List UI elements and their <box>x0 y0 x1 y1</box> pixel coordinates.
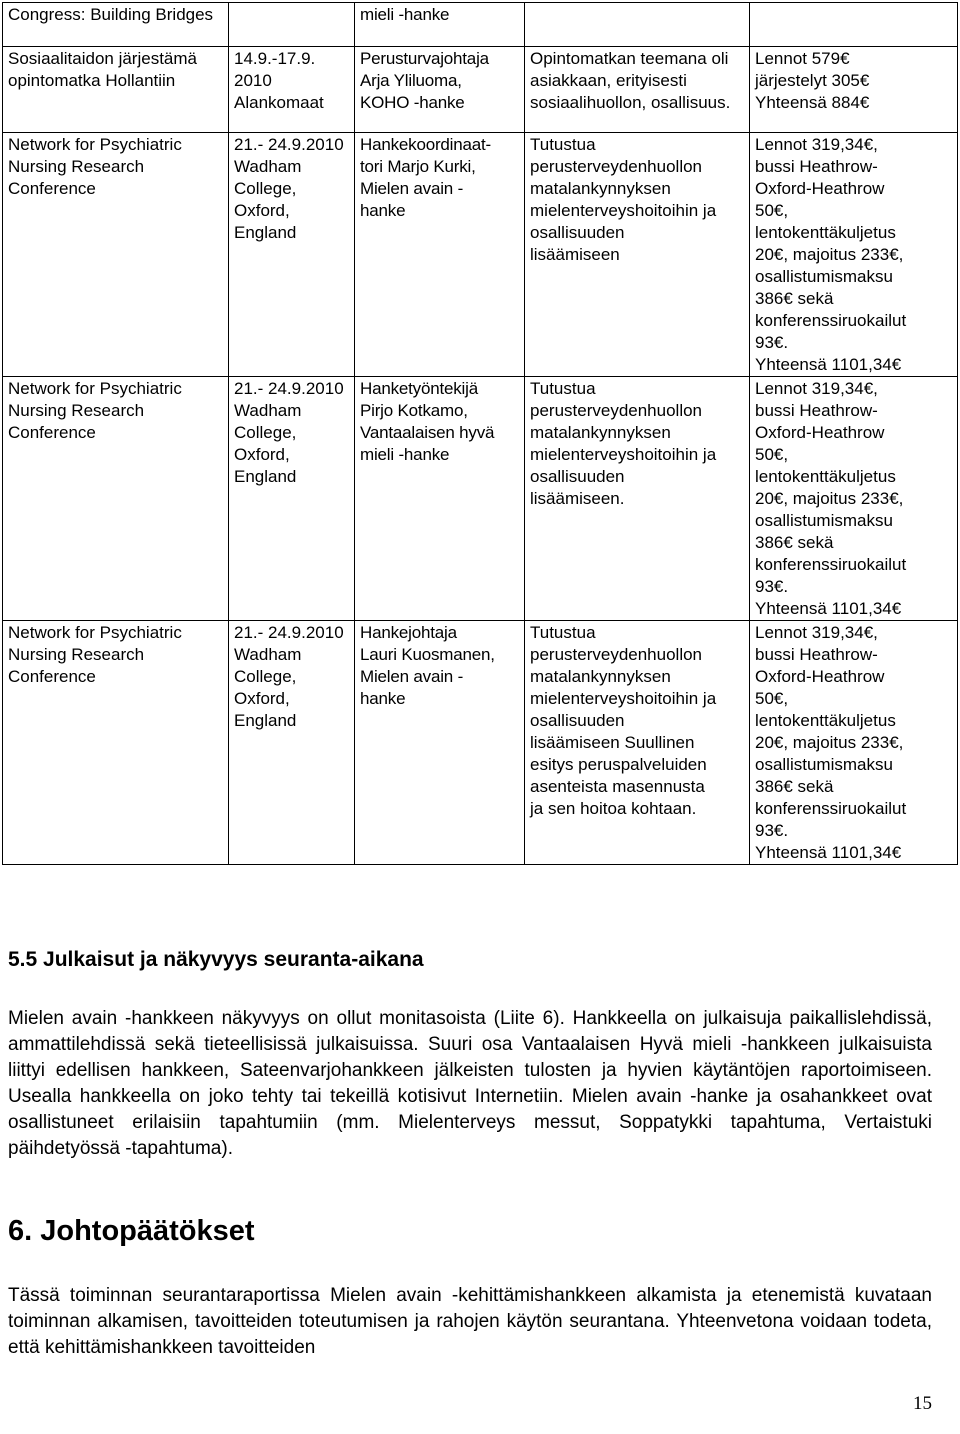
event-cell-text: Network for Psychiatric Nursing Research Conference <box>8 135 182 198</box>
purpose-cell-text: Opintomatkan teemana oli asiakkaan, erityisesti sosiaalihuollon, osallisuus. <box>530 49 731 112</box>
costs-cell-text: Lennot 319,34€, bussi Heathrow- Oxford-Heathrow 50€, lentokenttäkuljetus 20€, majoitus 233€, osallistumismaksu 386€ sekä konferenssiruokailut 93€. Yhteensä 1101,34€ <box>755 623 907 862</box>
costs-cell-text: Lennot 319,34€, bussi Heathrow- Oxford-Heathrow 50€, lentokenttäkuljetus 20€, majoitus 233€, osallistumismaksu 386€ sekä konferenssiruokailut 93€. Yhteensä 1101,34€ <box>755 135 907 374</box>
date-place-cell-text: 21.- 24.9.2010 Wadham College, Oxford, England <box>234 623 344 730</box>
purpose-cell-text: Tutustua perusterveydenhuollon matalankynnyksen mielenterveyshoitoihin ja osallisuuden lisäämiseen Suullinen esitys peruspalveluiden asenteista masennusta ja sen hoitoa kohtaan. <box>530 623 717 818</box>
participant-cell <box>355 377 525 621</box>
event-cell-text: Congress: Building Bridges <box>8 5 214 24</box>
participant-cell <box>355 133 525 377</box>
event-cell <box>3 47 229 133</box>
participant-cell <box>355 3 525 47</box>
participant-cell <box>355 47 525 133</box>
costs-cell <box>750 621 958 865</box>
table-row <box>3 377 958 621</box>
participant-cell-text: Hankekoordinaat- tori Marjo Kurki, Mielen avain - hanke <box>360 135 491 220</box>
section-5-5-heading: 5.5 Julkaisut ja näkyvyys seuranta-aikana <box>8 948 424 971</box>
purpose-cell <box>525 377 750 621</box>
date-place-cell <box>229 3 355 47</box>
participant-cell-text: Perusturvajohtaja Arja Yliluoma, KOHO -hanke <box>360 49 489 112</box>
costs-cell <box>750 47 958 133</box>
page-number: 15 <box>913 1393 932 1414</box>
purpose-cell-text: Tutustua perusterveydenhuollon matalankynnyksen mielenterveyshoitoihin ja osallisuuden lisäämiseen <box>530 135 717 264</box>
costs-cell-text: Lennot 579€ järjestelyt 305€ Yhteensä 884€ <box>755 49 870 112</box>
purpose-cell <box>525 621 750 865</box>
event-cell-text: Network for Psychiatric Nursing Research Conference <box>8 623 182 686</box>
purpose-cell <box>525 47 750 133</box>
travel-table-body <box>3 3 958 865</box>
table-row <box>3 3 958 47</box>
event-cell-text: Sosiaalitaidon järjestämä opintomatka Hollantiin <box>8 49 197 90</box>
purpose-cell-text: Tutustua perusterveydenhuollon matalankynnyksen mielenterveyshoitoihin ja osallisuuden lisäämiseen. <box>530 379 717 508</box>
date-place-cell-text: 14.9.-17.9. 2010 Alankomaat <box>234 49 324 112</box>
purpose-cell <box>525 3 750 47</box>
table-row <box>3 133 958 377</box>
costs-cell <box>750 133 958 377</box>
participant-cell-text: mieli -hanke <box>360 5 450 24</box>
costs-cell <box>750 377 958 621</box>
date-place-cell <box>229 133 355 377</box>
date-place-cell-text: 21.- 24.9.2010 Wadham College, Oxford, England <box>234 135 344 242</box>
table-row <box>3 47 958 133</box>
event-cell-text: Network for Psychiatric Nursing Research Conference <box>8 379 182 442</box>
date-place-cell <box>229 47 355 133</box>
costs-cell-text: Lennot 319,34€, bussi Heathrow- Oxford-Heathrow 50€, lentokenttäkuljetus 20€, majoitus 233€, osallistumismaksu 386€ sekä konferenssiruokailut 93€. Yhteensä 1101,34€ <box>755 379 907 618</box>
table-row <box>3 621 958 865</box>
participant-cell-text: Hankejohtaja Lauri Kuosmanen, Mielen avain - hanke <box>360 623 495 708</box>
section-6-paragraph: Tässä toiminnan seurantaraportissa Mielen avain -kehittämishankkeen alkamista ja etenemistä kuvataan toiminnan alkamisen, tavoitteiden toteutumisen ja rahojen käytön seurantana. Yhteenvetona voidaan todeta, että kehittämishankkeen tavoitteiden <box>8 1285 932 1358</box>
date-place-cell <box>229 621 355 865</box>
event-cell <box>3 133 229 377</box>
event-cell <box>3 621 229 865</box>
purpose-cell <box>525 133 750 377</box>
participant-cell-text: Hanketyöntekijä Pirjo Kotkamo, Vantaalaisen hyvä mieli -hanke <box>360 379 495 464</box>
date-place-cell-text: 21.- 24.9.2010 Wadham College, Oxford, England <box>234 379 344 486</box>
date-place-cell <box>229 377 355 621</box>
event-cell <box>3 3 229 47</box>
section-6-heading: 6. Johtopäätökset <box>8 1215 255 1247</box>
participant-cell <box>355 621 525 865</box>
costs-cell <box>750 3 958 47</box>
travel-table <box>2 2 958 865</box>
section-5-5-paragraph: Mielen avain -hankkeen näkyvyys on ollut monitasoista (Liite 6). Hankkeella on julkaisuja paikallislehdissä, ammattilehdissä sekä tieteellisissä julkaisuissa. Suuri osa Vantaalaisen Hyvä mieli -hankkeen julkaisuista liittyi edellisen hankkeen, Sateenvarjohankkeen jälkeisten tulosten ja hyvien käytäntöjen raportoimiseen. Usealla hankkeella on joko tehty tai tekeillä kotisivut Internetiin. Mielen avain -hanke ja osahankkeet ovat osallistuneet erilaisiin tapahtumiin (mm. Mielenterveys messut, Soppatykki tapahtuma, Vertaistuki päihdetyössä -tapahtuma). <box>8 1008 932 1159</box>
event-cell <box>3 377 229 621</box>
